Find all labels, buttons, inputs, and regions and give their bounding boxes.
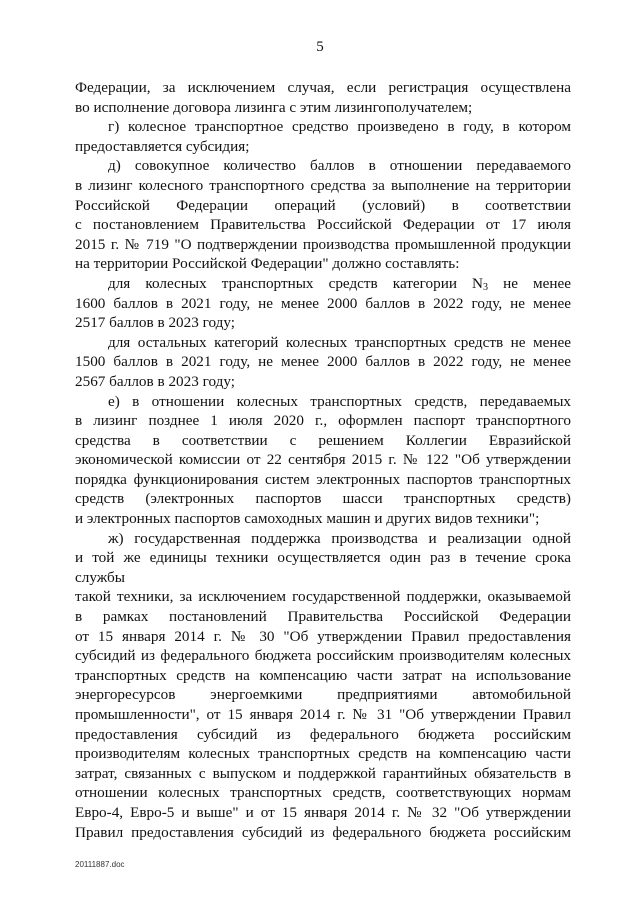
line-text: Правил предоставления субсидий из федерального бюджета российским [75,823,571,841]
text-line [75,646,571,666]
line-text: предоставления субсидий из федерального бюджета российским [75,725,571,743]
text-line [75,352,571,372]
line-text: промышленности", от 15 января 2014 г. № 31 "Об утверждении Правил [75,706,571,723]
text-line [75,607,571,627]
line-text: в лизинг позднее 1 июля 2020 г., оформлен паспорт транспортного [75,412,571,430]
text-line [75,803,571,823]
line-text: 2517 баллов в 2023 году; [75,314,235,332]
line-text: 1600 баллов в 2021 году, не менее 2000 баллов в 2022 году, не менее [75,294,571,312]
text-line [75,666,571,686]
line-text: отношении колесных транспортных средств, соответствующих нормам [75,784,571,802]
line-text: в рамках постановлений Правительства Российской Федерации [75,608,571,626]
text-line [75,333,571,353]
text-line [75,705,571,725]
text-line [75,215,571,235]
text-line [75,489,571,509]
line-text: е) в отношении колесных транспортных средств, передаваемых [108,392,571,410]
text-line [75,254,571,274]
line-text: энергоресурсов энергоемкими предприятиями автомобильной [75,686,571,704]
line-text: субсидий из федерального бюджета российским производителям колесных [75,647,571,665]
text-line [75,313,571,333]
document-file-id: 20111887.doc [75,860,125,869]
line-text: д) совокупное количество баллов в отношении передаваемого [108,157,571,175]
line-text: средства в соответствии с решением Коллегии Евразийской [75,431,571,449]
text-line [75,587,571,607]
text-line [75,529,571,549]
text-line [75,294,571,314]
text-line [75,764,571,784]
line-text: Евро-4, Евро-5 и выше" и от 15 января 2014 г. № 32 "Об утверждении [75,803,571,821]
line-text: Российской Федерации операций (условий) в соответствии [75,196,571,214]
text-line [75,450,571,470]
line-text: экономической комиссии от 22 сентября 2015 г. № 122 "Об утверждении [75,451,571,469]
text-line [75,470,571,490]
line-text: Федерации, за исключением случая, если регистрация осуществлена [75,79,571,96]
line-text: затрат, связанных с выпуском и поддержкой гарантийных обязательств в [75,764,571,782]
line-text: такой техники, за исключением государственной поддержки, оказываемой [75,588,571,606]
line-text: во исполнение договора лизинга с этим лизингополучателем; [75,98,473,116]
line-text: с постановлением Правительства Российской Федерации от 17 июля [75,216,571,234]
text-line [75,274,571,294]
text-line [75,627,571,647]
text-line [75,823,571,843]
text-line [75,78,571,98]
text-line [75,431,571,451]
text-line [75,548,571,587]
text-line [75,744,571,764]
line-text: порядка функционирования систем электронных паспортов транспортных [75,470,571,488]
line-text-tail: не менее [488,274,571,292]
line-text: производителям колесных транспортных средств на компенсацию части [75,745,571,763]
text-line [75,509,571,529]
text-line [75,196,571,216]
line-text: в лизинг колесного транспортного средства за выполнение на территории [75,176,571,194]
line-text: ж) государственная поддержка производства и реализации одной [108,529,571,547]
line-text: для остальных категорий колесных транспортных средств не менее [108,333,571,351]
line-text: 2015 г. № 719 "О подтверждении производства промышленной продукции [75,235,571,253]
line-text: для колесных транспортных средств категории N [108,274,484,292]
line-text: от 15 января 2014 г. № 30 "Об утверждении Правил предоставления [75,627,571,645]
line-text: 1500 баллов в 2021 году, не менее 2000 баллов в 2022 году, не менее [75,353,571,371]
text-line [75,156,571,176]
page-number: 5 [316,39,324,55]
line-text: транспортных средств на компенсацию части затрат на использование [75,666,571,684]
text-line [75,783,571,803]
text-line [75,372,571,392]
line-text: и электронных паспортов самоходных машин и других видов техники"; [75,510,540,528]
text-line [75,392,571,412]
line-text: предоставляется субсидия; [75,137,250,155]
line-text: 2567 баллов в 2023 году; [75,372,235,390]
line-text: и той же единицы техники осуществляется один раз в течение срока службы [75,549,571,586]
text-line [75,98,571,118]
text-line [75,235,571,255]
line-subscript: 3 [483,281,489,293]
text-line [75,137,571,157]
line-text: г) колесное транспортное средство произведено в году, в котором [108,118,571,136]
text-line [75,117,571,137]
text-line [75,176,571,196]
document-body [75,78,571,842]
text-line [75,411,571,431]
line-text: на территории Российской Федерации" должно составлять: [75,255,460,273]
text-line [75,685,571,705]
line-text: средств (электронных паспортов шасси транспортных средств) [75,490,571,508]
text-line [75,725,571,745]
